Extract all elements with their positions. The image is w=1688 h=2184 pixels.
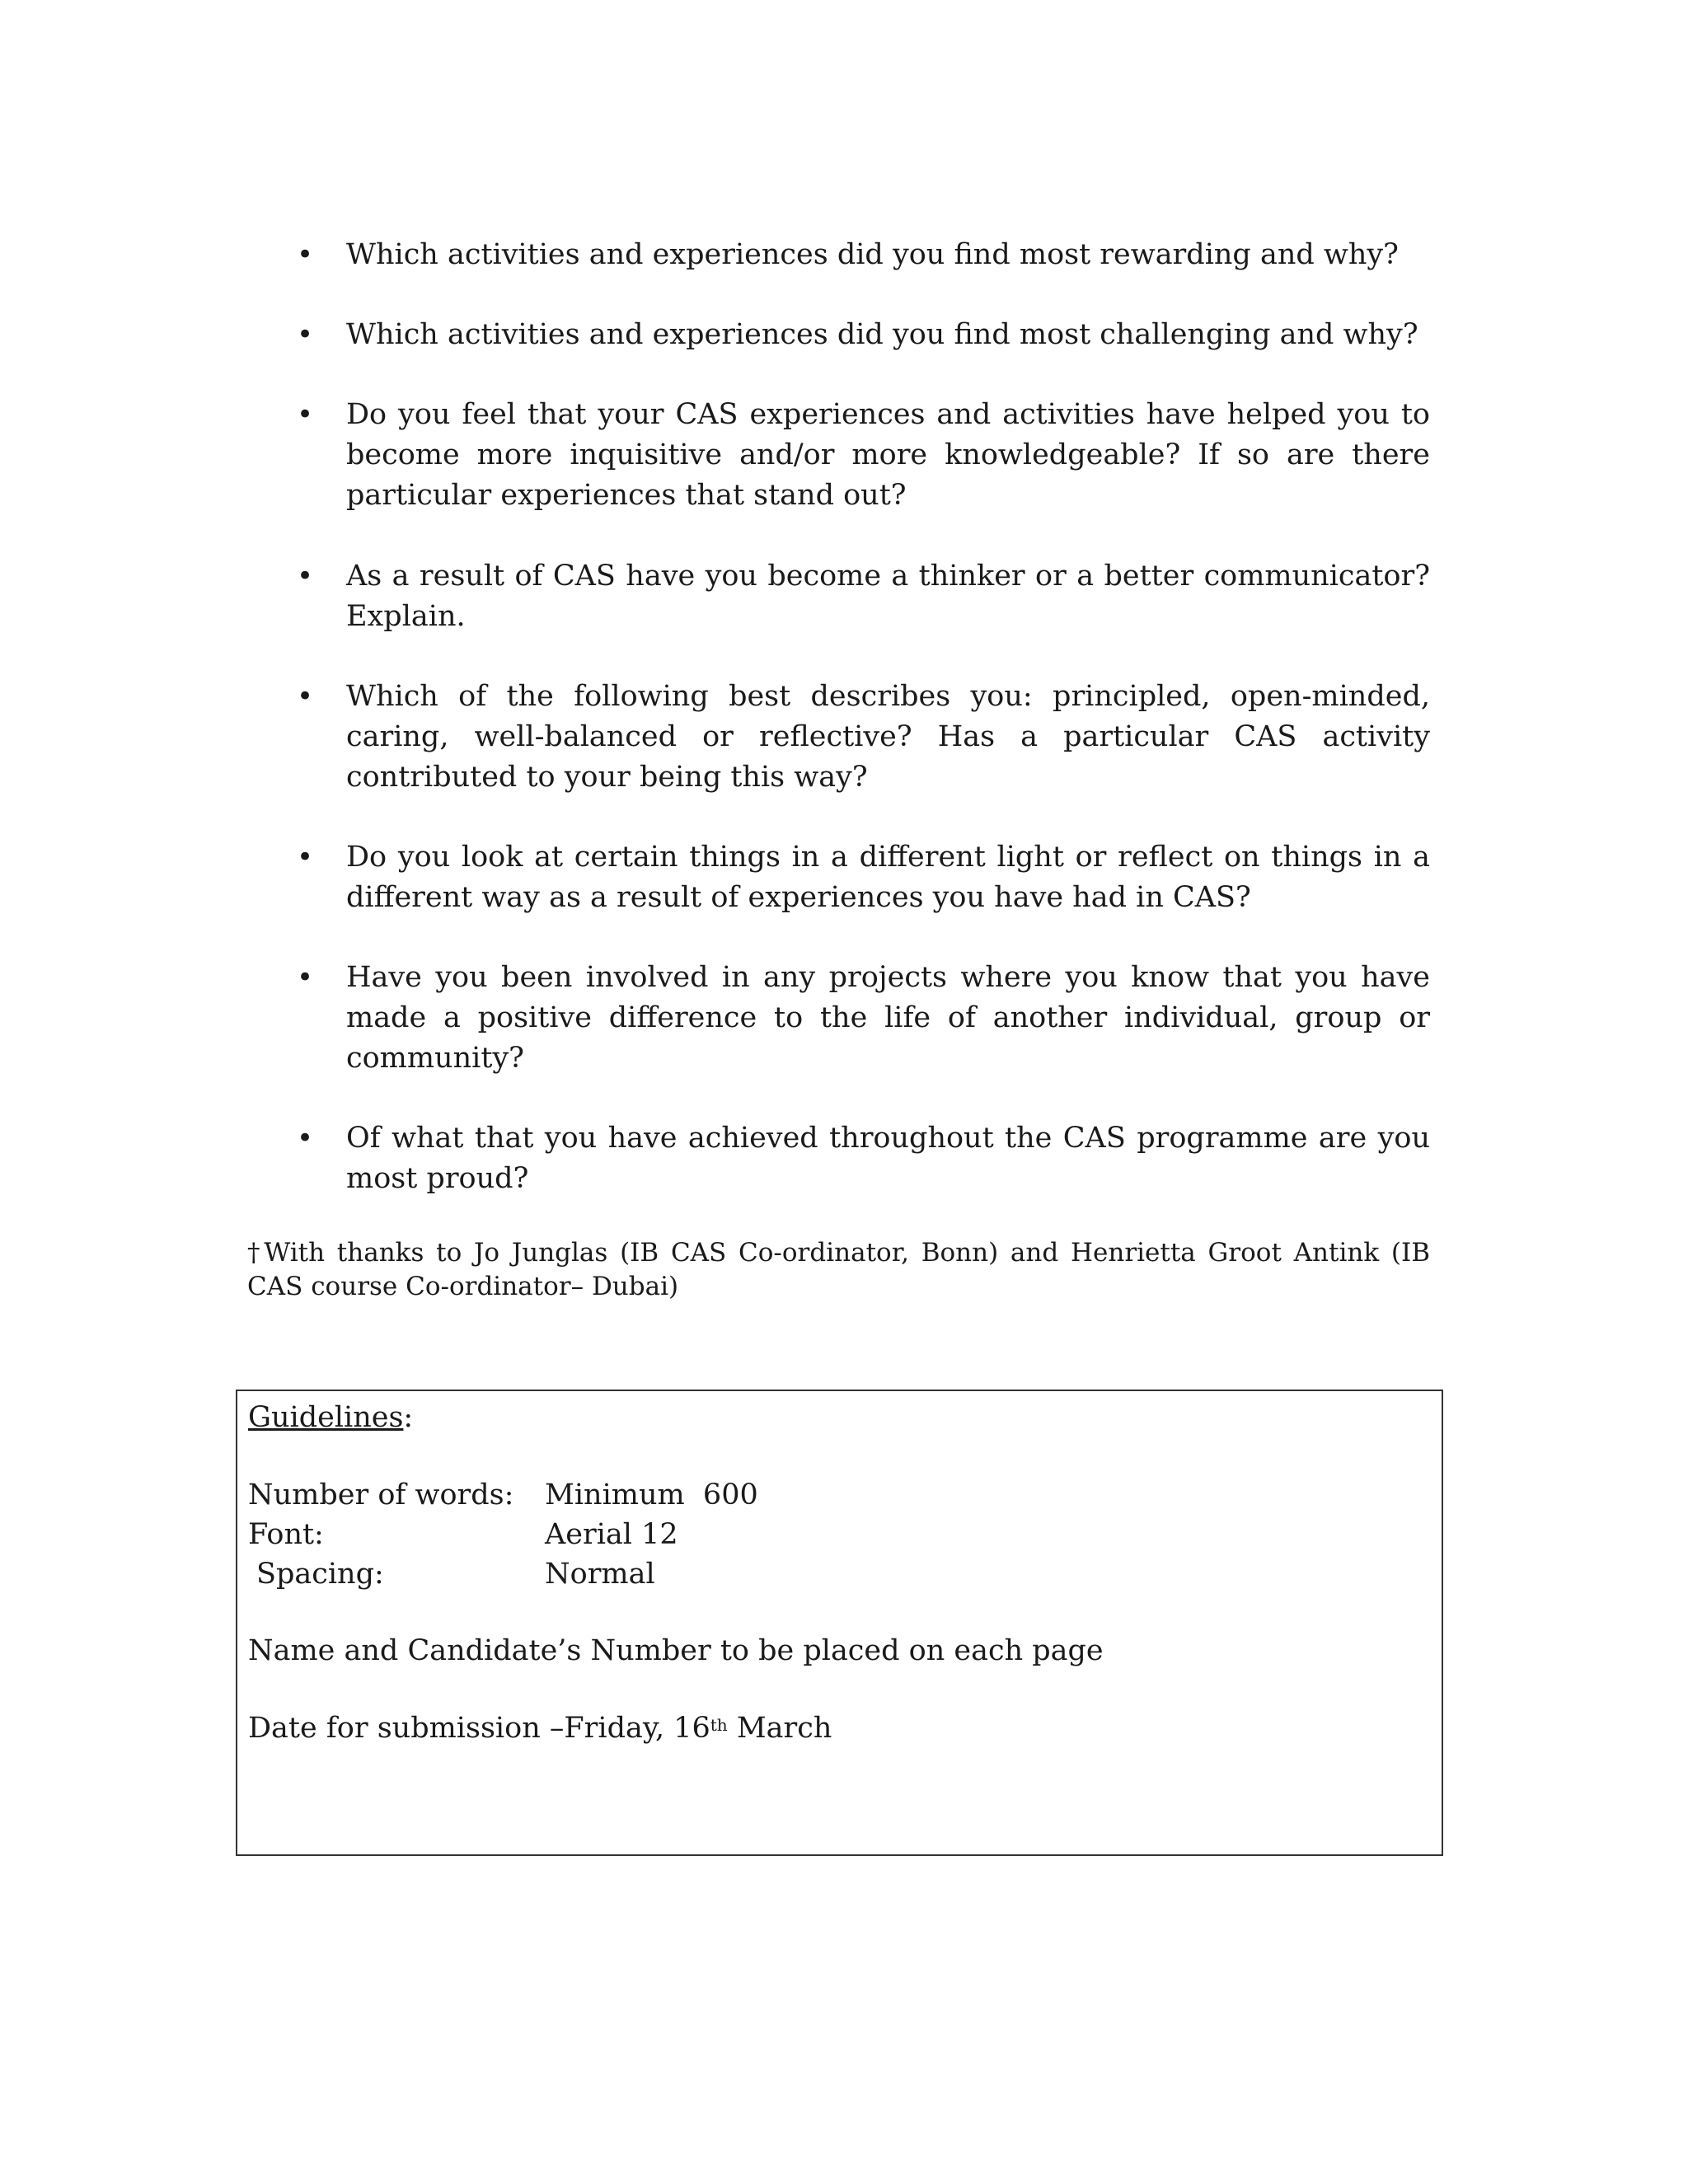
guidelines-box: [236, 1390, 1443, 1856]
question-text: Do you feel that your CAS experiences and activities have helped you to become more inquisitive and/or more knowledgeable? If so are there particular experiences that stand out?: [346, 398, 1430, 512]
reflection-questions-list: [297, 235, 1430, 1239]
bullet-icon: •: [297, 680, 314, 713]
list-item: [297, 235, 1430, 275]
list-item: [297, 958, 1430, 1079]
bullet-icon: •: [297, 238, 314, 271]
guideline-value: Normal: [545, 1558, 655, 1591]
question-text: Of what that you have achieved throughout the CAS programme are you most proud?: [346, 1122, 1430, 1195]
guideline-row-words: [248, 1475, 758, 1515]
guideline-value: Minimum 600: [545, 1479, 758, 1511]
question-text: Which of the following best describes you: principled, open-minded, caring, well-balanced or reflective? Has a particular CAS activity contributed to your being this way?: [346, 680, 1430, 794]
list-item: [297, 1118, 1430, 1199]
question-text: Do you look at certain things in a different light or reflect on things in a different way as a result of experiences you have had in CAS?: [346, 841, 1430, 914]
guideline-row-font: [248, 1515, 678, 1554]
guidelines-title-colon: :: [403, 1401, 414, 1434]
list-item: [297, 837, 1430, 918]
submission-date-prefix: Date for submission –Friday, 16: [248, 1712, 710, 1745]
guideline-row-spacing: [248, 1554, 655, 1594]
question-text: Which activities and experiences did you find most rewarding and why?: [346, 238, 1399, 271]
bullet-icon: •: [297, 961, 314, 994]
bullet-icon: •: [297, 841, 314, 874]
list-item: [297, 315, 1430, 355]
guideline-label: Font:: [248, 1518, 324, 1551]
bullet-icon: •: [297, 560, 314, 593]
list-item: [297, 556, 1430, 637]
guideline-value: Aerial 12: [545, 1518, 678, 1551]
list-item: [297, 677, 1430, 798]
question-text: Which activities and experiences did you find most challenging and why?: [346, 318, 1418, 351]
acknowledgement-footnote: †With thanks to Jo Junglas (IB CAS Co-ordinator, Bonn) and Henrietta Groot Antink (IB CAS course Co-ordinator– Dubai): [247, 1238, 1430, 1301]
guideline-label: Spacing:: [256, 1558, 384, 1591]
name-candidate-note: Name and Candidate’s Number to be placed on each page: [248, 1634, 1104, 1667]
guideline-label: Number of words:: [248, 1479, 514, 1511]
bullet-icon: •: [297, 398, 314, 431]
guidelines-title: Guidelines: [248, 1401, 404, 1434]
bullet-icon: •: [297, 318, 314, 351]
submission-date: [248, 1708, 832, 1748]
submission-date-month: March: [727, 1712, 832, 1745]
list-item: [297, 395, 1430, 516]
bullet-icon: •: [297, 1122, 314, 1155]
question-text: Have you been involved in any projects where you know that you have made a positive difference to the life of another individual, group or community?: [346, 961, 1430, 1075]
guidelines-heading: [248, 1398, 413, 1437]
question-text: As a result of CAS have you become a thinker or a better communicator? Explain.: [346, 560, 1430, 633]
ordinal-suffix: th: [710, 1715, 728, 1735]
